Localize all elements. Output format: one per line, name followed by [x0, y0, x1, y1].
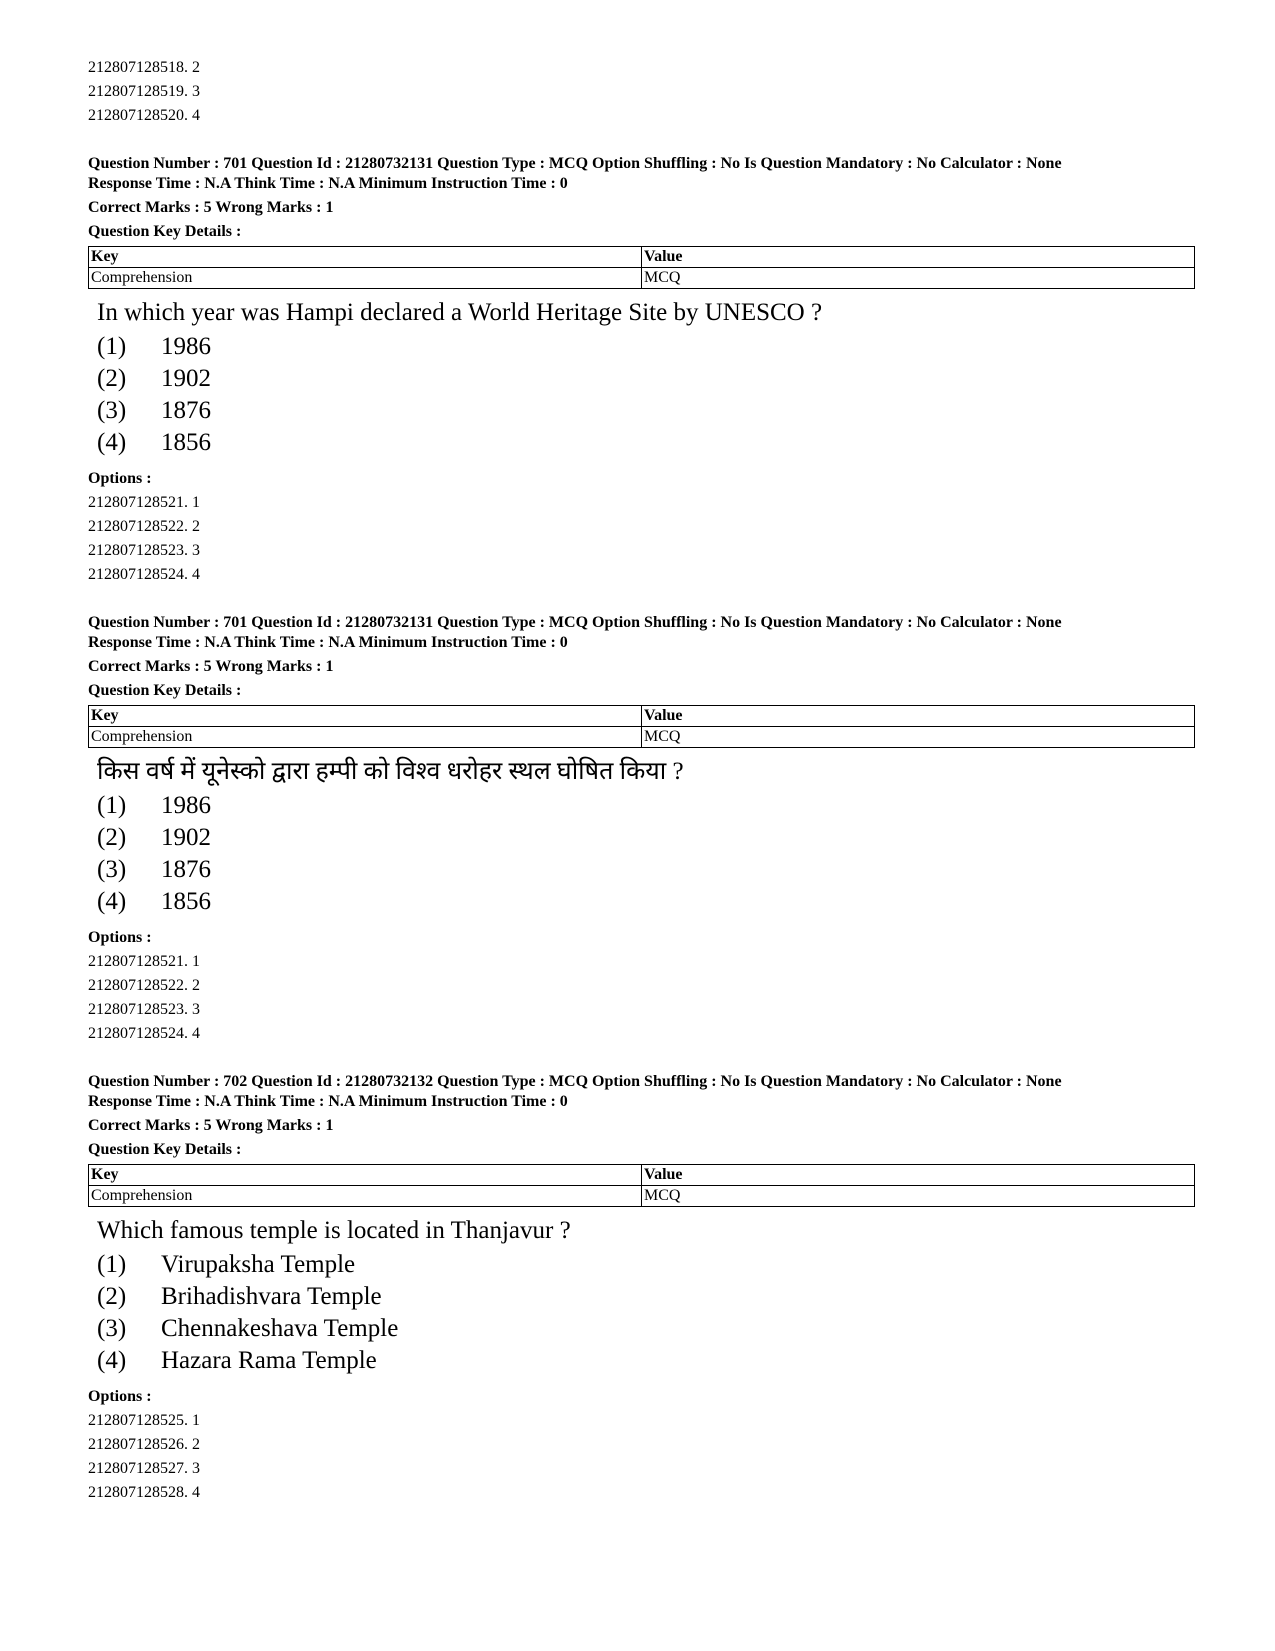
option-line: 212807128528. 4: [88, 1484, 200, 1501]
choice-number: (2): [97, 1283, 127, 1310]
choice-item: [97, 854, 1195, 886]
value-header: Value: [642, 706, 1195, 727]
options-title: Options :: [88, 470, 152, 487]
choice-item: [97, 427, 1195, 459]
choice-item: [97, 395, 1195, 427]
marks-line: Correct Marks : 5 Wrong Marks : 1: [88, 658, 334, 675]
choice-text: 1876: [161, 397, 211, 424]
table-row: [89, 1186, 1195, 1207]
choice-item: [97, 1313, 1195, 1345]
key-header: Key: [89, 1165, 642, 1186]
choice-item: [97, 790, 1195, 822]
option-line: 212807128521. 1: [88, 494, 200, 511]
choice-item: [97, 1249, 1195, 1281]
choice-number: (3): [97, 397, 127, 424]
choice-text: Chennakeshava Temple: [161, 1315, 399, 1342]
question-meta: Question Number : 701 Question Id : 21280732131 Question Type : MCQ Option Shuffling : No Is Question Mandatory : No Calculator : None: [88, 614, 1062, 631]
option-line: 212807128523. 3: [88, 542, 200, 559]
choice-number: (3): [97, 1315, 127, 1342]
key-details-title: Question Key Details :: [88, 682, 242, 699]
choice-number: (4): [97, 429, 127, 456]
document-page: [88, 56, 1195, 1505]
table-row: [89, 268, 1195, 289]
choice-number: (1): [97, 792, 127, 819]
table-header-row: [89, 247, 1195, 268]
option-line: 212807128524. 4: [88, 1025, 200, 1042]
choice-text: 1856: [161, 429, 211, 456]
key-header: Key: [89, 706, 642, 727]
option-line: 212807128523. 3: [88, 1001, 200, 1018]
question-text: In which year was Hampi declared a World Heritage Site by UNESCO ?: [97, 299, 823, 326]
marks-line: Correct Marks : 5 Wrong Marks : 1: [88, 199, 334, 216]
choice-item: [97, 331, 1195, 363]
key-cell: Comprehension: [89, 727, 642, 748]
table-row: [89, 727, 1195, 748]
value-cell: MCQ: [642, 268, 1195, 289]
option-line: 212807128526. 2: [88, 1436, 200, 1453]
option-line: 212807128518. 2: [88, 59, 200, 76]
choice-text: 1856: [161, 888, 211, 915]
key-details-title: Question Key Details :: [88, 1141, 242, 1158]
choice-text: 1876: [161, 856, 211, 883]
question-body: [88, 756, 1195, 918]
choice-text: 1902: [161, 365, 211, 392]
question-block-2: [88, 613, 1195, 1046]
choice-text: 1986: [161, 333, 211, 360]
key-details-table: [88, 705, 1195, 748]
choice-item: [97, 822, 1195, 854]
value-cell: MCQ: [642, 727, 1195, 748]
choice-text: 1902: [161, 824, 211, 851]
question-body: [88, 1215, 1195, 1377]
option-line: 212807128521. 1: [88, 953, 200, 970]
table-header-row: [89, 706, 1195, 727]
choice-number: (4): [97, 1347, 127, 1374]
key-cell: Comprehension: [89, 268, 642, 289]
options-title: Options :: [88, 929, 152, 946]
question-text: Which famous temple is located in Thanjavur ?: [97, 1217, 571, 1244]
key-header: Key: [89, 247, 642, 268]
choice-number: (1): [97, 1251, 127, 1278]
choice-number: (4): [97, 888, 127, 915]
choice-item: [97, 1281, 1195, 1313]
response-meta: Response Time : N.A Think Time : N.A Minimum Instruction Time : 0: [88, 1093, 568, 1110]
question-meta: Question Number : 701 Question Id : 21280732131 Question Type : MCQ Option Shuffling : No Is Question Mandatory : No Calculator : None: [88, 155, 1062, 172]
choice-item: [97, 363, 1195, 395]
value-header: Value: [642, 1165, 1195, 1186]
option-line: 212807128524. 4: [88, 566, 200, 583]
key-details-title: Question Key Details :: [88, 223, 242, 240]
question-block-1: [88, 154, 1195, 587]
choice-number: (2): [97, 365, 127, 392]
option-line: 212807128525. 1: [88, 1412, 200, 1429]
choice-number: (2): [97, 824, 127, 851]
choice-text: 1986: [161, 792, 211, 819]
option-line: 212807128527. 3: [88, 1460, 200, 1477]
table-header-row: [89, 1165, 1195, 1186]
option-line: 212807128519. 3: [88, 83, 200, 100]
options-title: Options :: [88, 1388, 152, 1405]
choice-item: [97, 1345, 1195, 1377]
choice-item: [97, 886, 1195, 918]
question-block-3: [88, 1072, 1195, 1505]
question-text: किस वर्ष में यूनेस्को द्वारा हम्पी को विश्व धरोहर स्थल घोषित किया ?: [97, 758, 684, 785]
marks-line: Correct Marks : 5 Wrong Marks : 1: [88, 1117, 334, 1134]
key-details-table: [88, 1164, 1195, 1207]
choice-text: Hazara Rama Temple: [161, 1347, 377, 1374]
option-line: 212807128522. 2: [88, 518, 200, 535]
choice-text: Brihadishvara Temple: [161, 1283, 382, 1310]
choice-text: Virupaksha Temple: [161, 1251, 356, 1278]
choice-number: (1): [97, 333, 127, 360]
top-options-list: [88, 56, 1195, 128]
question-body: [88, 297, 1195, 459]
key-cell: Comprehension: [89, 1186, 642, 1207]
option-line: 212807128522. 2: [88, 977, 200, 994]
value-header: Value: [642, 247, 1195, 268]
response-meta: Response Time : N.A Think Time : N.A Minimum Instruction Time : 0: [88, 175, 568, 192]
option-line: 212807128520. 4: [88, 107, 200, 124]
question-meta: Question Number : 702 Question Id : 21280732132 Question Type : MCQ Option Shuffling : No Is Question Mandatory : No Calculator : None: [88, 1073, 1062, 1090]
response-meta: Response Time : N.A Think Time : N.A Minimum Instruction Time : 0: [88, 634, 568, 651]
value-cell: MCQ: [642, 1186, 1195, 1207]
choice-number: (3): [97, 856, 127, 883]
key-details-table: [88, 246, 1195, 289]
